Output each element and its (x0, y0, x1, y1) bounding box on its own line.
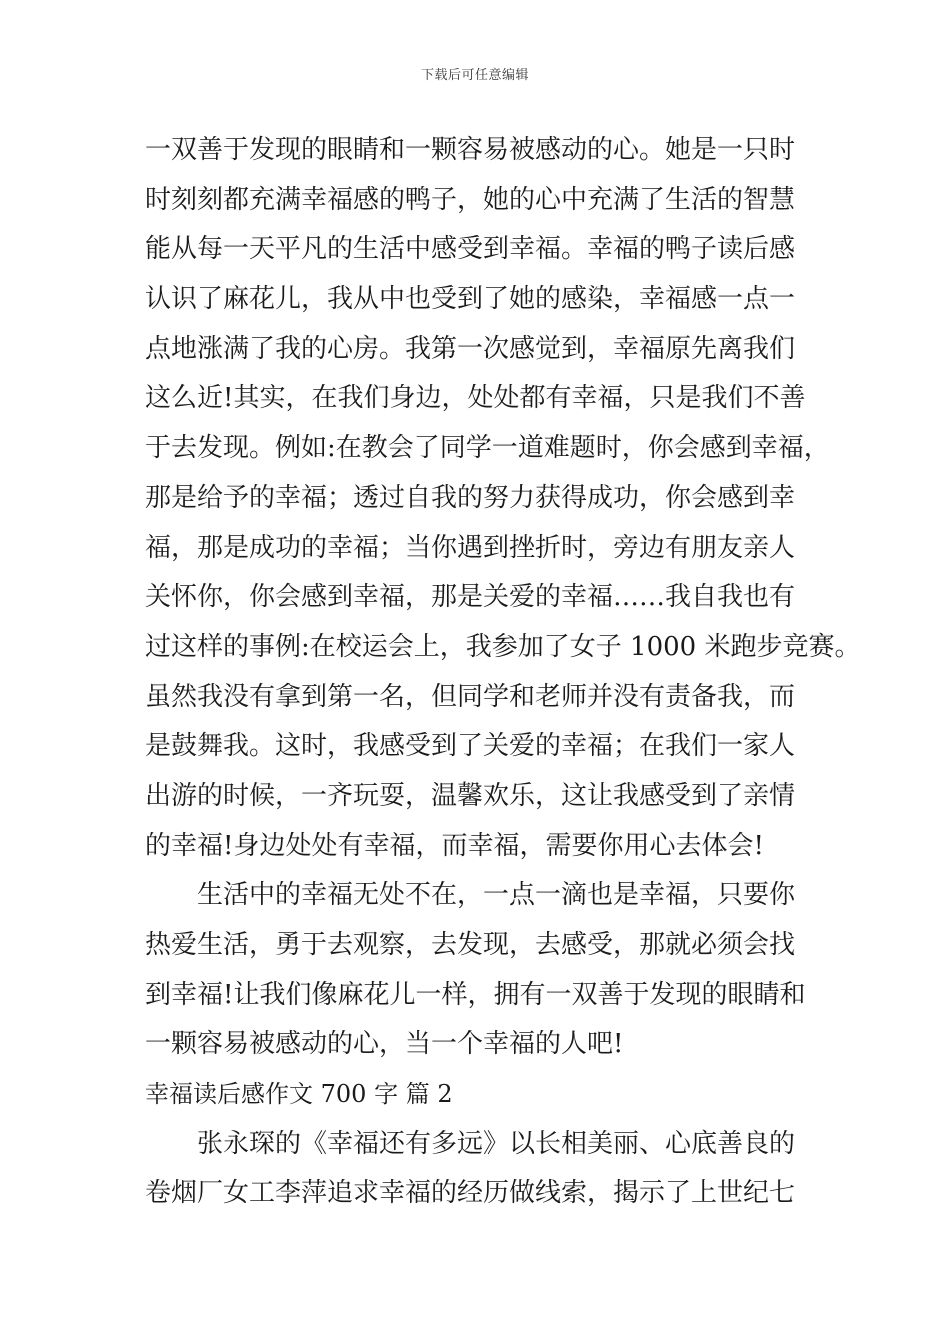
text-line: 卷烟厂女工李萍追求幸福的经历做线索，揭示了上世纪七 (145, 1178, 796, 1209)
text-line: 能从每一天平凡的生活中感受到幸福。幸福的鸭子读后感 (145, 234, 796, 265)
text-line: 这么近!其实，在我们身边，处处都有幸福，只是我们不善 (145, 383, 806, 414)
text-line: 是鼓舞我。这时，我感受到了关爱的幸福；在我们一家人 (145, 731, 796, 762)
text-line: 热爱生活，勇于去观察，去发现，去感受，那就必须会找 (145, 930, 796, 960)
text-line: 一颗容易被感动的心，当一个幸福的人吧! (145, 1029, 624, 1060)
text-line: 于去发现。例如:在教会了同学一道难题时，你会感到幸福， (145, 433, 830, 464)
text-line: 关怀你，你会感到幸福，那是关爱的幸福……我自我也有 (145, 582, 796, 613)
text-line: 过这样的事例:在校运会上，我参加了女子 1000 米跑步竞赛。 (145, 631, 861, 662)
text-line: 虽然我没有拿到第一名，但同学和老师并没有责备我，而 (145, 681, 796, 712)
paragraph-start-line: 张永琛的《幸福还有多远》以长相美丽、心底善良的 (197, 1128, 796, 1159)
body-text (145, 126, 861, 1219)
text-line: 点地涨满了我的心房。我第一次感觉到，幸福原先离我们 (145, 333, 796, 364)
text-line: 到幸福!让我们像麻花儿一样，拥有一双善于发现的眼睛和 (145, 979, 806, 1010)
text-line: 时刻刻都充满幸福感的鸭子，她的心中充满了生活的智慧 (145, 184, 796, 215)
text-line: 出游的时候，一齐玩耍，温馨欢乐，这让我感受到了亲情 (145, 780, 796, 811)
text-line: 一双善于发现的眼睛和一颗容易被感动的心。她是一只时 (145, 135, 796, 165)
text-line: 的幸福!身边处处有幸福，而幸福，需要你用心去体会! (145, 830, 764, 861)
paragraph-start-line: 生活中的幸福无处不在，一点一滴也是幸福，只要你 (197, 880, 796, 911)
text-line: 那是给予的幸福；透过自我的努力获得成功，你会感到幸 (145, 482, 796, 513)
page-header: 下载后可任意编辑 (420, 68, 529, 83)
text-line: 认识了麻花儿，我从中也受到了她的感染，幸福感一点一 (145, 284, 796, 315)
text-line: 福，那是成功的幸福；当你遇到挫折时，旁边有朋友亲人 (145, 532, 796, 563)
section-heading: 幸福读后感作文 700 字 篇 2 (145, 1080, 453, 1109)
